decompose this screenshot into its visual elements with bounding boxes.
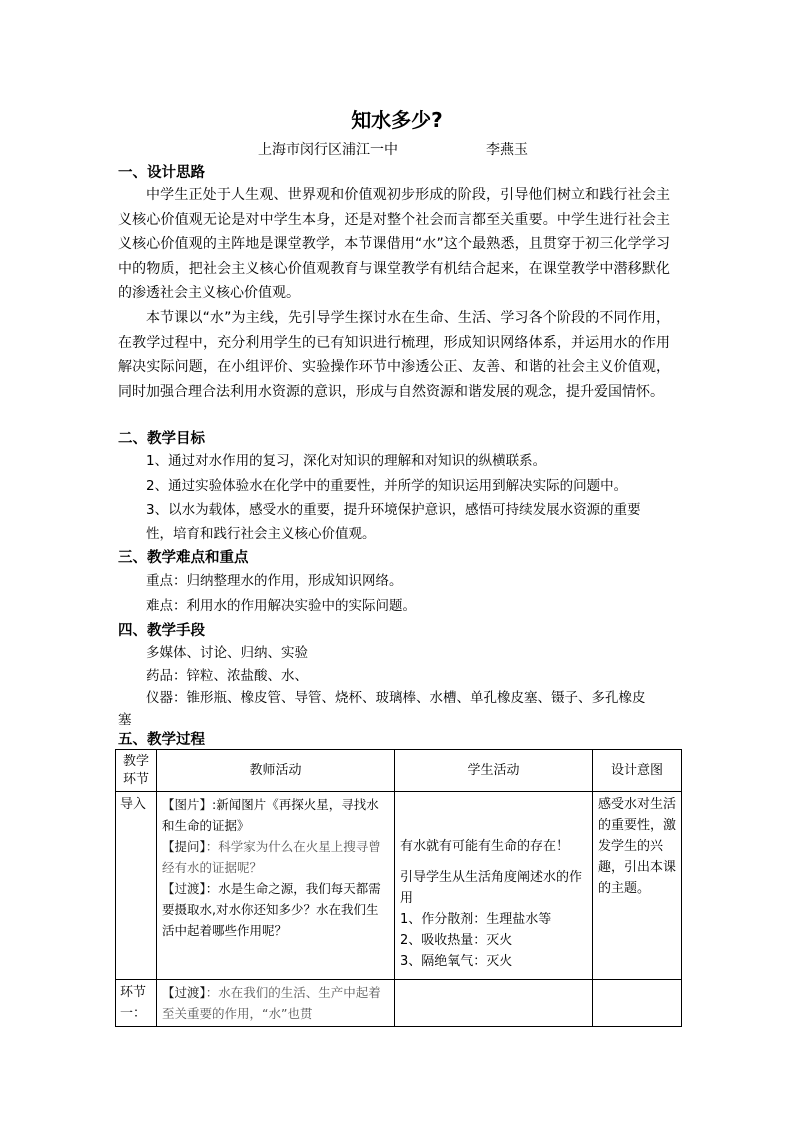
stage-cell: 导入	[116, 792, 157, 980]
section-heading-process: 五、教学过程	[118, 732, 205, 748]
document-title: 知水多少?	[351, 108, 443, 132]
teacher-activity-cell	[157, 980, 395, 1027]
section-heading-goals: 二、教学目标	[118, 431, 205, 447]
tag-image: 【图片】	[162, 797, 213, 812]
teacher-text-transition: ：水在我们的生活、生产中起着至关重要的作用，“水”也贯	[162, 985, 381, 1021]
key-point: 重点：归纳整理水的作用，形成知识网络。	[146, 573, 403, 589]
methods-line: 多媒体、讨论、归纳、实验	[146, 645, 308, 661]
tag-transition: 【过渡】	[162, 985, 206, 1000]
teacher-item-question	[162, 836, 389, 878]
process-table	[115, 749, 682, 1027]
header-intent: 设计意图	[593, 750, 682, 792]
section-heading-key-points: 三、教学难点和重点	[118, 550, 249, 566]
teacher-text-question: ：科学家为什么在火星上搜寻曾经有水的证据呢？	[162, 839, 381, 875]
teacher-item-transition	[162, 878, 389, 941]
goal-3-line-1: 3、以水为载体，感受水的重要，提升环境保护意识，感悟可持续发展水资源的重要	[146, 502, 641, 518]
table-header-row	[116, 750, 682, 792]
student-response: 有水就有可能有生命的存在！	[400, 839, 570, 854]
student-point-1: 1、作分散剂：生理盐水等	[400, 912, 552, 927]
difficult-point: 难点：利用水的作用解决实验中的实际问题。	[146, 598, 416, 614]
design-paragraph-1: 中学生正处于人生观、世界观和价值观初步形成的阶段，引导他们树立和践行社会主义核心价值观无论是对中学生本身，还是对整个社会而言都至关重要。中学生进行社会主义核心价值观的主阵地是课堂教学，本节课借用“水”这个最熟悉，且贯穿于初三化学学习中的物质，把社会主义核心价值观教育与课堂教学有机结合起来，在课堂教学中潜移默化的渗透社会主义核心价值观。	[118, 187, 670, 302]
student-activity-cell	[395, 792, 593, 980]
table-row	[116, 792, 682, 980]
student-point-2: 2、吸收热量：灭火	[400, 933, 513, 948]
teacher-item-image	[162, 794, 389, 836]
stage-cell: 环节一：	[116, 980, 157, 1027]
student-point-3: 3、隔绝氧气：灭火	[400, 954, 513, 969]
student-guidance: 引导学生从生活角度阐述水的作用	[400, 870, 583, 906]
design-paragraph-2: 本节课以“水”为主线，先引导学生探讨水在生命、生活、学习各个阶段的不同作用，在教学过程中，充分利用学生的已有知识进行梳理，形成知识网络体系，并运用水的作用解决实际问题，在小组评价、实验操作环节中渗透公正、友善、和谐的社会主义价值观，同时加强合理合法利用水资源的意识，形成与自然资源和谐发展的观念，提升爱国情怀。	[118, 310, 670, 400]
section-heading-methods: 四、教学手段	[118, 623, 205, 639]
author-name: 李燕玉	[486, 142, 528, 158]
table-row	[116, 980, 682, 1027]
chemicals-line: 药品：锌粒、浓盐酸、水、	[146, 668, 308, 684]
header-stage: 教学环节	[116, 750, 157, 792]
tag-question: 【提问】	[162, 839, 206, 854]
teacher-text-image: :新闻图片《再探火星，寻找水和生命的证据》	[162, 797, 379, 833]
teacher-text-transition: ：水是生命之源，我们每天都需要摄取水,对水你还知多少？水在我们生活中起着哪些作用呢？	[162, 881, 381, 938]
section-heading-design: 一、设计思路	[118, 165, 205, 181]
header-student: 学生活动	[395, 750, 593, 792]
design-intent-cell: 感受水对生活的重要性，激发学生的兴趣，引出本课的主题。	[593, 792, 682, 980]
author-line	[0, 139, 794, 159]
design-intent-cell	[593, 980, 682, 1027]
apparatus-line-1: 仪器：锥形瓶、橡皮管、导管、烧杯、玻璃棒、水槽、单孔橡皮塞、镊子、多孔橡皮	[146, 690, 646, 706]
goal-1: 1、通过对水作用的复习，深化对知识的理解和对知识的纵横联系。	[146, 453, 547, 469]
school-name: 上海市闵行区浦江一中	[258, 142, 398, 158]
apparatus-line-2: 塞	[118, 712, 132, 728]
student-activity-cell	[395, 980, 593, 1027]
goal-3-line-2: 性，培育和践行社会主义核心价值观。	[146, 526, 376, 542]
goal-2: 2、通过实验体验水在化学中的重要性，并所学的知识运用到解决实际的问题中。	[146, 478, 628, 494]
teacher-activity-cell	[157, 792, 395, 980]
tag-transition: 【过渡】	[162, 881, 206, 896]
header-teacher: 教师活动	[157, 750, 395, 792]
